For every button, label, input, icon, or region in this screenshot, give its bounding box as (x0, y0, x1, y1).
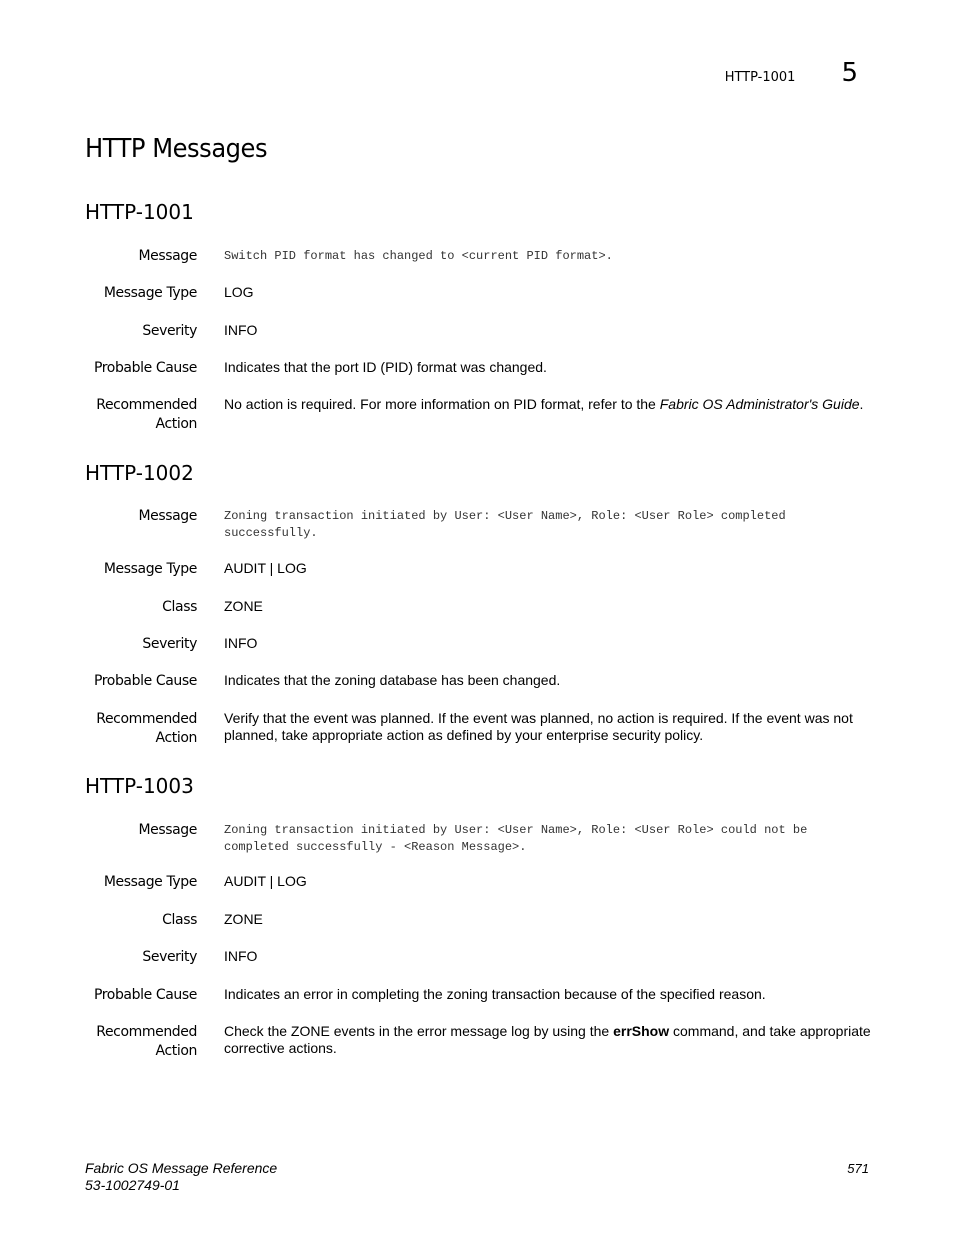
field-label: Message (138, 508, 197, 524)
command-name: errShow (613, 1023, 670, 1039)
text-run: command, and take appropriate (669, 1023, 871, 1039)
text-run: . (859, 396, 864, 412)
text-line: corrective actions. (224, 1040, 337, 1056)
message-type-value: LOG (224, 284, 254, 300)
footer-doc-number: 53-1002749-01 (85, 1177, 180, 1193)
field-label: Probable Cause (93, 360, 197, 376)
field-label: Message Type (103, 561, 197, 577)
text-run: No action is required. For more information on PID format, refer to the (224, 396, 660, 412)
chapter-number: 5 (841, 58, 858, 88)
class-value: ZONE (224, 911, 263, 927)
field-label: Message Type (103, 285, 197, 301)
message-line: successfully. (224, 526, 318, 540)
probable-cause-value: Indicates that the port ID (PID) format was changed. (224, 359, 547, 375)
running-header (725, 58, 858, 88)
field-label: Message (138, 822, 197, 838)
guide-title-ref: Fabric OS Administrator's Guide (659, 396, 860, 412)
text-run: Check the ZONE events in the error message log by using the (224, 1023, 614, 1039)
field-label: Message Type (103, 874, 197, 890)
field-label (60, 710, 197, 748)
running-header-label: HTTP-1001 (724, 70, 796, 85)
message-type-value: AUDIT | LOG (224, 560, 307, 576)
field-label-line: Action (155, 416, 197, 432)
message-line: Zoning transaction initiated by User: <User Name>, Role: <User Role> could not be (224, 823, 808, 837)
class-value: ZONE (224, 598, 263, 614)
message-line: completed successfully - <Reason Message>. (224, 840, 527, 854)
field-label-line: Recommended (96, 397, 197, 413)
probable-cause-value: Indicates that the zoning database has been changed. (224, 672, 561, 688)
page-title: HTTP Messages (85, 134, 268, 164)
message-type-value: AUDIT | LOG (224, 873, 307, 889)
severity-value: INFO (224, 322, 258, 338)
footer-doc-info (85, 1160, 277, 1194)
field-label-line: Action (155, 1043, 197, 1059)
field-label (60, 1023, 197, 1061)
field-label: Severity (142, 949, 197, 965)
footer-page-number: 571 (847, 1161, 869, 1176)
recommended-action-value (224, 710, 872, 744)
section-heading-http-1002: HTTP-1002 (85, 461, 194, 485)
message-text (224, 508, 872, 542)
field-label-line: Recommended (96, 1024, 197, 1040)
section-heading-http-1001: HTTP-1001 (85, 200, 194, 224)
field-label: Severity (142, 636, 197, 652)
recommended-action-value (224, 1023, 872, 1057)
footer-doc-title: Fabric OS Message Reference (85, 1160, 278, 1176)
field-label: Class (162, 599, 197, 615)
text-line: planned, take appropriate action as defined by your enterprise security policy. (224, 727, 704, 743)
text-line: Verify that the event was planned. If the event was planned, no action is required. If the event was not (224, 710, 853, 726)
severity-value: INFO (224, 948, 258, 964)
section-heading-http-1003: HTTP-1003 (85, 774, 194, 798)
field-label: Message (138, 248, 197, 264)
message-text (224, 822, 872, 856)
probable-cause-value: Indicates an error in completing the zoning transaction because of the specified reason. (224, 986, 766, 1002)
text-line (224, 1023, 872, 1040)
severity-value: INFO (224, 635, 258, 651)
field-label (60, 396, 197, 434)
message-text: Switch PID format has changed to <current PID format>. (224, 249, 613, 263)
field-label: Probable Cause (93, 673, 197, 689)
field-label-line: Recommended (96, 711, 197, 727)
message-line: Zoning transaction initiated by User: <User Name>, Role: <User Role> completed (224, 509, 786, 523)
field-label: Severity (142, 323, 197, 339)
field-label: Probable Cause (93, 987, 197, 1003)
recommended-action-value (224, 396, 872, 413)
field-label: Class (162, 912, 197, 928)
field-label-line: Action (155, 730, 197, 746)
